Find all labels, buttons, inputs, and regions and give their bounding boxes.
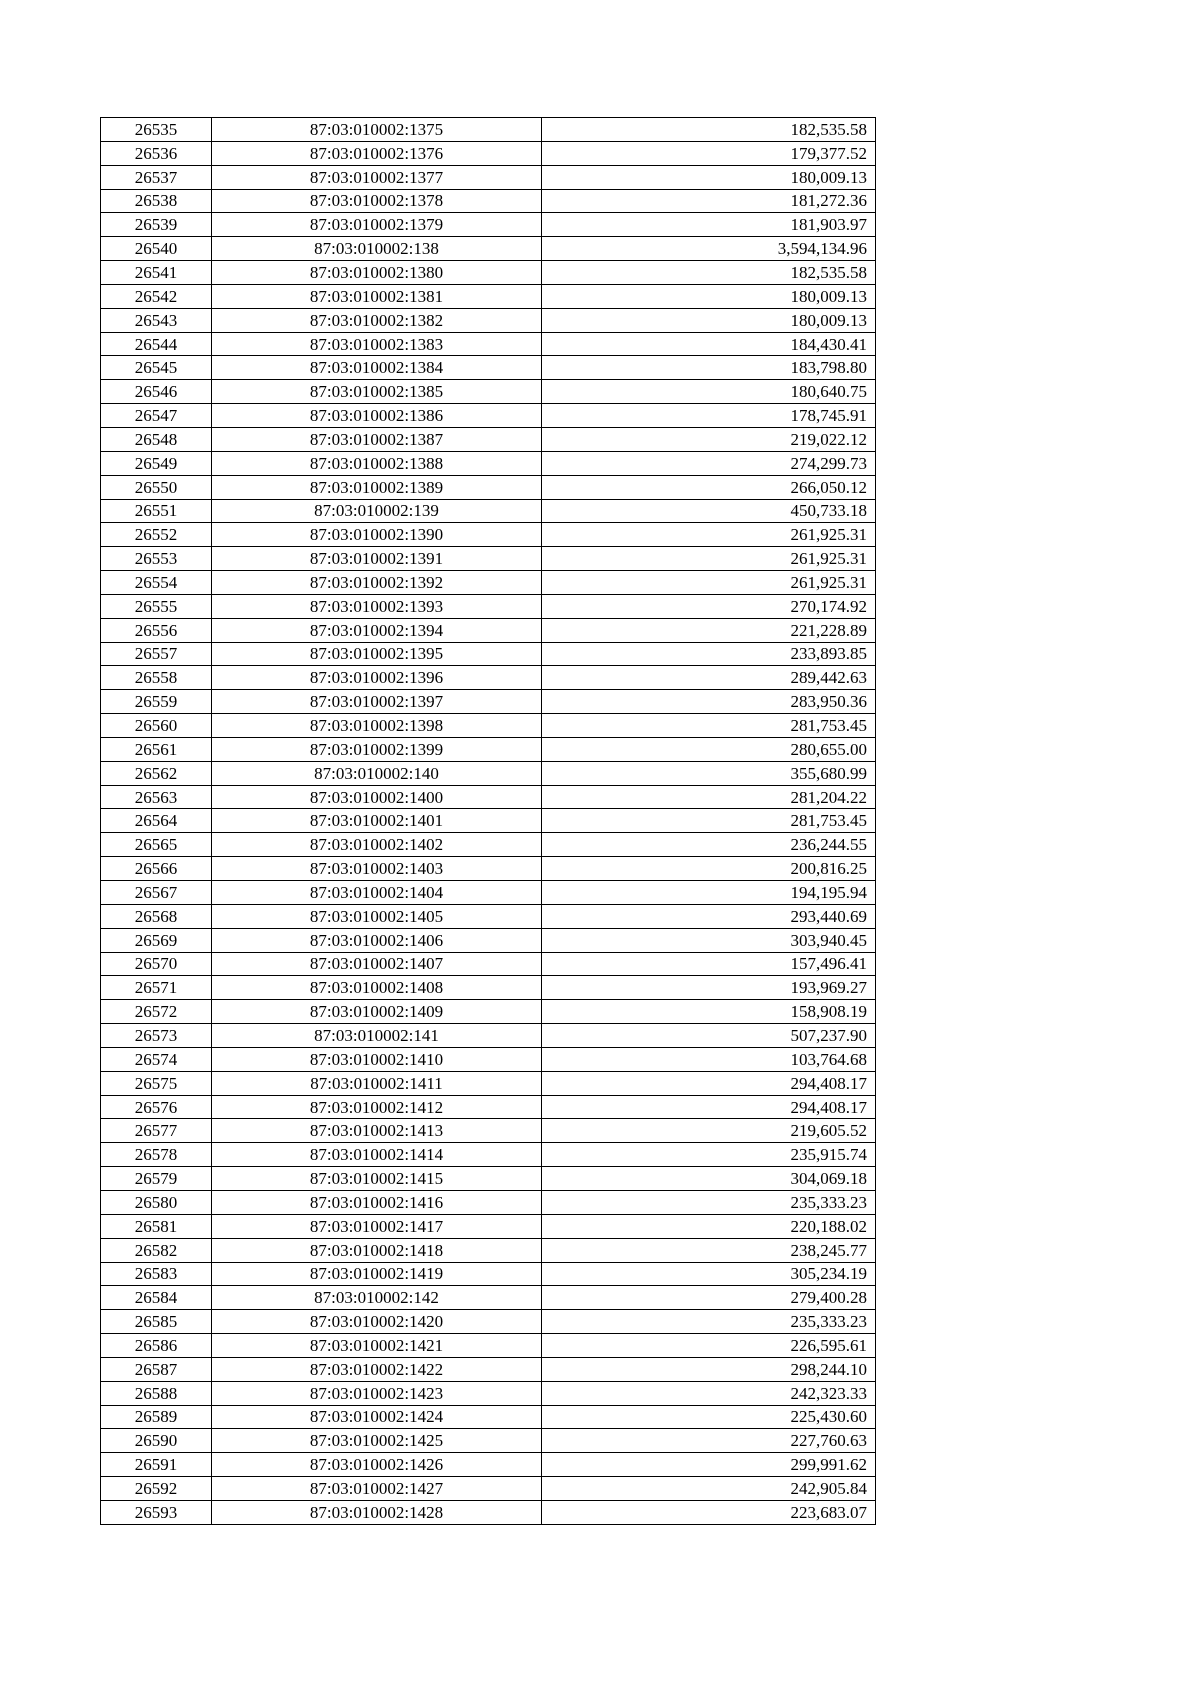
- row-number-cell: 26583: [101, 1262, 212, 1286]
- cadastral-value-cell: 183,798.80: [542, 356, 876, 380]
- cadastral-value-cell: 179,377.52: [542, 141, 876, 165]
- row-number-cell: 26582: [101, 1238, 212, 1262]
- cadastral-number-cell: 87:03:010002:1422: [212, 1357, 542, 1381]
- cadastral-number-cell: 87:03:010002:1378: [212, 189, 542, 213]
- row-number-cell: 26549: [101, 451, 212, 475]
- cadastral-value-cell: 180,009.13: [542, 284, 876, 308]
- cadastral-number-cell: 87:03:010002:1409: [212, 1000, 542, 1024]
- row-number-cell: 26566: [101, 857, 212, 881]
- cadastral-value-cell: 181,903.97: [542, 213, 876, 237]
- table-row: [101, 594, 876, 618]
- cadastral-value-cell: 294,408.17: [542, 1095, 876, 1119]
- table-row: [101, 547, 876, 571]
- row-number-cell: 26588: [101, 1381, 212, 1405]
- table-row: [101, 475, 876, 499]
- cadastral-number-cell: 87:03:010002:1392: [212, 571, 542, 595]
- cadastral-value-cell: 283,950.36: [542, 690, 876, 714]
- cadastral-number-cell: 87:03:010002:1427: [212, 1477, 542, 1501]
- cadastral-value-cell: 157,496.41: [542, 952, 876, 976]
- row-number-cell: 26551: [101, 499, 212, 523]
- cadastral-number-cell: 87:03:010002:1377: [212, 165, 542, 189]
- row-number-cell: 26543: [101, 308, 212, 332]
- cadastral-value-cell: 294,408.17: [542, 1071, 876, 1095]
- cadastral-value-cell: 223,683.07: [542, 1500, 876, 1524]
- cadastral-number-cell: 87:03:010002:1386: [212, 404, 542, 428]
- row-number-cell: 26584: [101, 1286, 212, 1310]
- cadastral-number-cell: 87:03:010002:1384: [212, 356, 542, 380]
- table-row: [101, 404, 876, 428]
- cadastral-number-cell: 87:03:010002:1414: [212, 1143, 542, 1167]
- cadastral-value-cell: 221,228.89: [542, 618, 876, 642]
- cadastral-number-cell: 87:03:010002:1387: [212, 427, 542, 451]
- cadastral-number-cell: 87:03:010002:1394: [212, 618, 542, 642]
- row-number-cell: 26564: [101, 809, 212, 833]
- cadastral-number-cell: 87:03:010002:1403: [212, 857, 542, 881]
- cadastral-number-cell: 87:03:010002:1375: [212, 118, 542, 142]
- table-row: [101, 1238, 876, 1262]
- table-row: [101, 1119, 876, 1143]
- cadastral-value-cell: 225,430.60: [542, 1405, 876, 1429]
- table-row: [101, 618, 876, 642]
- cadastral-number-cell: 87:03:010002:1406: [212, 928, 542, 952]
- cadastral-number-cell: 87:03:010002:1382: [212, 308, 542, 332]
- table-row: [101, 332, 876, 356]
- cadastral-number-cell: 87:03:010002:1385: [212, 380, 542, 404]
- cadastral-number-cell: 87:03:010002:1402: [212, 833, 542, 857]
- cadastral-number-cell: 87:03:010002:1404: [212, 881, 542, 905]
- cadastral-number-cell: 87:03:010002:1411: [212, 1071, 542, 1095]
- row-number-cell: 26547: [101, 404, 212, 428]
- row-number-cell: 26535: [101, 118, 212, 142]
- cadastral-value-cell: 182,535.58: [542, 118, 876, 142]
- row-number-cell: 26590: [101, 1429, 212, 1453]
- cadastral-number-cell: 87:03:010002:1400: [212, 785, 542, 809]
- cadastral-number-cell: 87:03:010002:1379: [212, 213, 542, 237]
- table-row: [101, 1310, 876, 1334]
- table-row: [101, 666, 876, 690]
- table-row: [101, 1143, 876, 1167]
- row-number-cell: 26552: [101, 523, 212, 547]
- row-number-cell: 26563: [101, 785, 212, 809]
- cadastral-number-cell: 87:03:010002:1399: [212, 737, 542, 761]
- cadastral-number-cell: 87:03:010002:1423: [212, 1381, 542, 1405]
- row-number-cell: 26557: [101, 642, 212, 666]
- cadastral-value-cell: 194,195.94: [542, 881, 876, 905]
- cadastral-number-cell: 87:03:010002:1380: [212, 261, 542, 285]
- row-number-cell: 26541: [101, 261, 212, 285]
- table-row: [101, 785, 876, 809]
- row-number-cell: 26542: [101, 284, 212, 308]
- table-row: [101, 1262, 876, 1286]
- row-number-cell: 26545: [101, 356, 212, 380]
- cadastral-number-cell: 87:03:010002:1418: [212, 1238, 542, 1262]
- cadastral-value-cell: 233,893.85: [542, 642, 876, 666]
- cadastral-number-cell: 87:03:010002:139: [212, 499, 542, 523]
- table-row: [101, 904, 876, 928]
- table-body: [101, 118, 876, 1525]
- cadastral-number-cell: 87:03:010002:142: [212, 1286, 542, 1310]
- row-number-cell: 26586: [101, 1334, 212, 1358]
- row-number-cell: 26539: [101, 213, 212, 237]
- cadastral-value-cell: 507,237.90: [542, 1024, 876, 1048]
- cadastral-value-cell: 261,925.31: [542, 547, 876, 571]
- row-number-cell: 26548: [101, 427, 212, 451]
- cadastral-number-cell: 87:03:010002:1408: [212, 976, 542, 1000]
- cadastral-number-cell: 87:03:010002:1397: [212, 690, 542, 714]
- row-number-cell: 26569: [101, 928, 212, 952]
- table-row: [101, 1071, 876, 1095]
- row-number-cell: 26592: [101, 1477, 212, 1501]
- row-number-cell: 26575: [101, 1071, 212, 1095]
- table-row: [101, 833, 876, 857]
- table-row: [101, 1357, 876, 1381]
- row-number-cell: 26589: [101, 1405, 212, 1429]
- cadastral-number-cell: 87:03:010002:1410: [212, 1047, 542, 1071]
- cadastral-value-cell: 180,640.75: [542, 380, 876, 404]
- row-number-cell: 26562: [101, 761, 212, 785]
- row-number-cell: 26559: [101, 690, 212, 714]
- row-number-cell: 26568: [101, 904, 212, 928]
- cadastral-number-cell: 87:03:010002:1395: [212, 642, 542, 666]
- table-row: [101, 761, 876, 785]
- row-number-cell: 26581: [101, 1214, 212, 1238]
- cadastral-value-cell: 298,244.10: [542, 1357, 876, 1381]
- cadastral-value-cell: 303,940.45: [542, 928, 876, 952]
- cadastral-number-cell: 87:03:010002:1424: [212, 1405, 542, 1429]
- row-number-cell: 26555: [101, 594, 212, 618]
- cadastral-number-cell: 87:03:010002:1419: [212, 1262, 542, 1286]
- cadastral-value-cell: 235,333.23: [542, 1190, 876, 1214]
- cadastral-value-cell: 181,272.36: [542, 189, 876, 213]
- table-row: [101, 809, 876, 833]
- table-row: [101, 1286, 876, 1310]
- row-number-cell: 26580: [101, 1190, 212, 1214]
- cadastral-value-cell: 227,760.63: [542, 1429, 876, 1453]
- cadastral-value-cell: 279,400.28: [542, 1286, 876, 1310]
- table-row: [101, 427, 876, 451]
- cadastral-value-cell: 103,764.68: [542, 1047, 876, 1071]
- cadastral-value-cell: 289,442.63: [542, 666, 876, 690]
- cadastral-number-cell: 87:03:010002:1389: [212, 475, 542, 499]
- table-row: [101, 1024, 876, 1048]
- cadastral-value-cell: 180,009.13: [542, 165, 876, 189]
- cadastral-value-cell: 270,174.92: [542, 594, 876, 618]
- row-number-cell: 26577: [101, 1119, 212, 1143]
- table-row: [101, 571, 876, 595]
- table-row: [101, 523, 876, 547]
- cadastral-value-cell: 261,925.31: [542, 523, 876, 547]
- table-row: [101, 189, 876, 213]
- row-number-cell: 26546: [101, 380, 212, 404]
- row-number-cell: 26574: [101, 1047, 212, 1071]
- cadastral-value-cell: 242,905.84: [542, 1477, 876, 1501]
- row-number-cell: 26536: [101, 141, 212, 165]
- table-row: [101, 499, 876, 523]
- row-number-cell: 26558: [101, 666, 212, 690]
- table-row: [101, 642, 876, 666]
- cadastral-value-cell: 355,680.99: [542, 761, 876, 785]
- cadastral-number-cell: 87:03:010002:1421: [212, 1334, 542, 1358]
- cadastral-value-cell: 261,925.31: [542, 571, 876, 595]
- cadastral-number-cell: 87:03:010002:1396: [212, 666, 542, 690]
- cadastral-number-cell: 87:03:010002:141: [212, 1024, 542, 1048]
- cadastral-value-cell: 266,050.12: [542, 475, 876, 499]
- cadastral-value-cell: 280,655.00: [542, 737, 876, 761]
- row-number-cell: 26556: [101, 618, 212, 642]
- table-row: [101, 1190, 876, 1214]
- row-number-cell: 26579: [101, 1167, 212, 1191]
- table-row: [101, 1000, 876, 1024]
- table-row: [101, 237, 876, 261]
- cadastral-value-cell: 305,234.19: [542, 1262, 876, 1286]
- cadastral-value-cell: 235,333.23: [542, 1310, 876, 1334]
- cadastral-value-cell: 281,753.45: [542, 809, 876, 833]
- cadastral-value-cell: 236,244.55: [542, 833, 876, 857]
- table-row: [101, 690, 876, 714]
- cadastral-value-cell: 219,605.52: [542, 1119, 876, 1143]
- table-row: [101, 284, 876, 308]
- cadastral-number-cell: 87:03:010002:1391: [212, 547, 542, 571]
- table-row: [101, 380, 876, 404]
- table-row: [101, 165, 876, 189]
- row-number-cell: 26572: [101, 1000, 212, 1024]
- cadastral-number-cell: 87:03:010002:1420: [212, 1310, 542, 1334]
- table-row: [101, 976, 876, 1000]
- row-number-cell: 26544: [101, 332, 212, 356]
- table-row: [101, 356, 876, 380]
- table-row: [101, 1047, 876, 1071]
- cadastral-value-cell: 299,991.62: [542, 1453, 876, 1477]
- cadastral-number-cell: 87:03:010002:1428: [212, 1500, 542, 1524]
- table-row: [101, 1453, 876, 1477]
- cadastral-number-cell: 87:03:010002:1390: [212, 523, 542, 547]
- cadastral-number-cell: 87:03:010002:1417: [212, 1214, 542, 1238]
- row-number-cell: 26571: [101, 976, 212, 1000]
- table-row: [101, 1095, 876, 1119]
- cadastral-number-cell: 87:03:010002:1381: [212, 284, 542, 308]
- cadastral-value-cell: 293,440.69: [542, 904, 876, 928]
- table-row: [101, 1334, 876, 1358]
- row-number-cell: 26591: [101, 1453, 212, 1477]
- cadastral-number-cell: 87:03:010002:1376: [212, 141, 542, 165]
- cadastral-number-cell: 87:03:010002:1426: [212, 1453, 542, 1477]
- table-row: [101, 1214, 876, 1238]
- table-row: [101, 118, 876, 142]
- cadastral-value-cell: 242,323.33: [542, 1381, 876, 1405]
- row-number-cell: 26593: [101, 1500, 212, 1524]
- table-row: [101, 881, 876, 905]
- row-number-cell: 26553: [101, 547, 212, 571]
- row-number-cell: 26587: [101, 1357, 212, 1381]
- cadastral-value-cell: 200,816.25: [542, 857, 876, 881]
- table-row: [101, 261, 876, 285]
- row-number-cell: 26561: [101, 737, 212, 761]
- row-number-cell: 26550: [101, 475, 212, 499]
- table-row: [101, 308, 876, 332]
- table-row: [101, 737, 876, 761]
- cadastral-value-cell: 3,594,134.96: [542, 237, 876, 261]
- row-number-cell: 26560: [101, 714, 212, 738]
- row-number-cell: 26567: [101, 881, 212, 905]
- cadastral-value-table: [100, 117, 876, 1525]
- cadastral-value-cell: 220,188.02: [542, 1214, 876, 1238]
- table-row: [101, 714, 876, 738]
- row-number-cell: 26576: [101, 1095, 212, 1119]
- cadastral-value-cell: 450,733.18: [542, 499, 876, 523]
- cadastral-number-cell: 87:03:010002:1401: [212, 809, 542, 833]
- cadastral-value-cell: 193,969.27: [542, 976, 876, 1000]
- row-number-cell: 26573: [101, 1024, 212, 1048]
- cadastral-number-cell: 87:03:010002:1398: [212, 714, 542, 738]
- table-row: [101, 1500, 876, 1524]
- table-row: [101, 1429, 876, 1453]
- row-number-cell: 26565: [101, 833, 212, 857]
- row-number-cell: 26540: [101, 237, 212, 261]
- cadastral-value-cell: 274,299.73: [542, 451, 876, 475]
- cadastral-number-cell: 87:03:010002:138: [212, 237, 542, 261]
- cadastral-number-cell: 87:03:010002:1383: [212, 332, 542, 356]
- cadastral-number-cell: 87:03:010002:1407: [212, 952, 542, 976]
- cadastral-value-cell: 281,753.45: [542, 714, 876, 738]
- row-number-cell: 26554: [101, 571, 212, 595]
- cadastral-value-cell: 178,745.91: [542, 404, 876, 428]
- cadastral-number-cell: 87:03:010002:1393: [212, 594, 542, 618]
- row-number-cell: 26538: [101, 189, 212, 213]
- row-number-cell: 26585: [101, 1310, 212, 1334]
- row-number-cell: 26578: [101, 1143, 212, 1167]
- cadastral-value-cell: 304,069.18: [542, 1167, 876, 1191]
- cadastral-value-cell: 226,595.61: [542, 1334, 876, 1358]
- cadastral-number-cell: 87:03:010002:1388: [212, 451, 542, 475]
- cadastral-value-cell: 184,430.41: [542, 332, 876, 356]
- cadastral-value-cell: 219,022.12: [542, 427, 876, 451]
- table-row: [101, 213, 876, 237]
- table-row: [101, 952, 876, 976]
- table-row: [101, 1167, 876, 1191]
- table-row: [101, 141, 876, 165]
- cadastral-value-cell: 180,009.13: [542, 308, 876, 332]
- cadastral-number-cell: 87:03:010002:1412: [212, 1095, 542, 1119]
- cadastral-number-cell: 87:03:010002:1415: [212, 1167, 542, 1191]
- cadastral-number-cell: 87:03:010002:140: [212, 761, 542, 785]
- cadastral-value-cell: 182,535.58: [542, 261, 876, 285]
- table-row: [101, 857, 876, 881]
- table-row: [101, 1405, 876, 1429]
- row-number-cell: 26570: [101, 952, 212, 976]
- cadastral-number-cell: 87:03:010002:1413: [212, 1119, 542, 1143]
- cadastral-number-cell: 87:03:010002:1425: [212, 1429, 542, 1453]
- cadastral-value-cell: 238,245.77: [542, 1238, 876, 1262]
- table-row: [101, 928, 876, 952]
- cadastral-value-cell: 235,915.74: [542, 1143, 876, 1167]
- table-row: [101, 1381, 876, 1405]
- cadastral-number-cell: 87:03:010002:1416: [212, 1190, 542, 1214]
- cadastral-value-cell: 281,204.22: [542, 785, 876, 809]
- table-row: [101, 451, 876, 475]
- cadastral-number-cell: 87:03:010002:1405: [212, 904, 542, 928]
- table-row: [101, 1477, 876, 1501]
- row-number-cell: 26537: [101, 165, 212, 189]
- cadastral-value-cell: 158,908.19: [542, 1000, 876, 1024]
